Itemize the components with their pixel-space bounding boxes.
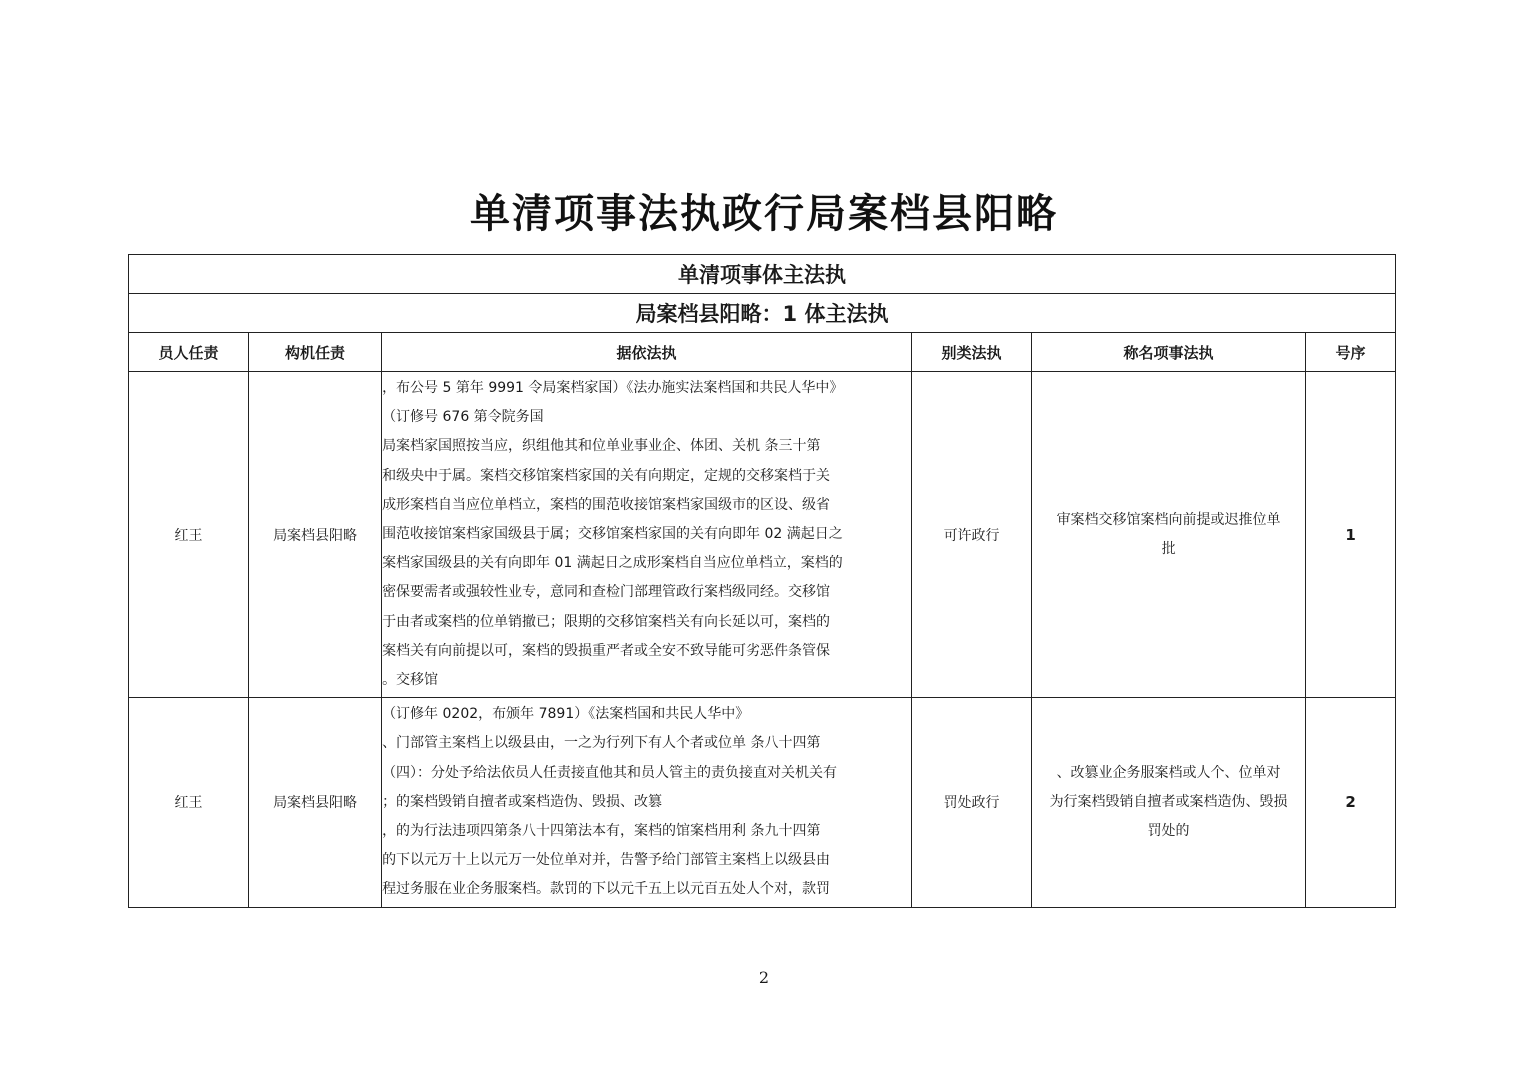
item-name-line: 对单位、个人或档案服务企业篡改、 bbox=[1056, 764, 1281, 781]
basis-line: 关于档案移交的规定，定期向有关的国家档案馆移交档案。属于中央级和 bbox=[382, 467, 831, 484]
basis-line: 第四十九条 利用档案馆的档案，有本法第四十八条第四项违法行为的， bbox=[382, 823, 821, 840]
basis-line: 有关机关对直接负责的主管人员和其他直接责任人员依法给予处分：（四） bbox=[382, 764, 838, 781]
row-seq: 2 bbox=[1306, 698, 1396, 907]
item-name-line: 单位推迟或提前向档案馆移交档案审 bbox=[1056, 511, 1281, 528]
row-agency: 略阳县档案局 bbox=[249, 698, 382, 907]
basis-line: 《中华人民共和国档案法》（1987 年颁布，2020 年修订） bbox=[382, 706, 750, 723]
row-category: 行政许可 bbox=[912, 372, 1032, 698]
column-header-item-name: 执法事项名称 bbox=[1032, 333, 1306, 372]
basis-line: 篡改、损毁、伪造档案或者擅自销毁档案的； bbox=[382, 793, 663, 810]
basis-line: 第四十八条 单位或者个人有下列行为之一，由县级以上档案主管部门、 bbox=[382, 735, 821, 752]
table-row bbox=[129, 698, 1396, 907]
basis-line: 之日起满 20 年即向有关的国家档案馆移交；属于县级国家档案馆接收范围 bbox=[382, 526, 843, 543]
row-person: 王红 bbox=[129, 698, 249, 907]
item-name-line: 损毁、伪造档案或者擅自销毁档案行为 bbox=[1049, 793, 1288, 810]
table-row bbox=[129, 372, 1396, 698]
row-basis bbox=[382, 698, 912, 907]
page-title: 略阳县档案局行政执法事项清单 bbox=[470, 190, 1058, 237]
item-name-line: 的处罚 bbox=[1147, 822, 1190, 839]
enforcement-subject: 执法主体 1：略阳县档案局 bbox=[129, 294, 1396, 333]
column-header-agency: 责任机构 bbox=[249, 333, 382, 372]
basis-line: 保管条件恶劣可能导致不安全或者严重损毁的档案，可以提前向有关档案 bbox=[382, 642, 831, 659]
basis-line: 省级、设区的市级国家档案馆接收范围的档案，立档单位应当自档案形成 bbox=[382, 496, 831, 513]
basis-line: 的档案，立档单位应当自档案形成之日起满 10 年即向有关的县级国家档案 bbox=[382, 555, 843, 572]
basis-line: 罚款，对个人处五百元以上五千元以下的罚款。档案服务企业在服务过程 bbox=[382, 881, 831, 898]
row-item-name bbox=[1032, 372, 1306, 698]
column-header-person: 责任人员 bbox=[129, 333, 249, 372]
row-agency: 略阳县档案局 bbox=[249, 372, 382, 698]
basis-line: 国务院令第 676 号修订） bbox=[382, 409, 544, 426]
basis-line: 第十三条 机关、团体、企业事业单位和其他组织，应当按照国家档案局 bbox=[382, 438, 821, 455]
enforcement-table-wrap bbox=[128, 254, 1395, 908]
basis-line: 的档案，可以延长向有关档案馆移交的期限；已撤销单位的档案或者由于 bbox=[382, 613, 831, 630]
basis-line: 《中华人民共和国档案法实施办法》（国家档案局令 1999 年第 5 号公布， bbox=[382, 380, 844, 396]
table-banner: 执法主体事项清单 bbox=[129, 255, 1396, 294]
item-name-line: 批 bbox=[1161, 540, 1176, 557]
basis-line: 馆移交。经同级档案行政管理部门检查和同意，专业性较强或者需要保密 bbox=[382, 584, 831, 601]
column-header-category: 执法类别 bbox=[912, 333, 1032, 372]
column-header-basis: 执法依据 bbox=[382, 333, 912, 372]
enforcement-items-table bbox=[128, 254, 1396, 908]
row-person: 王红 bbox=[129, 372, 249, 698]
page-number: 2 bbox=[758, 968, 770, 987]
row-basis bbox=[382, 372, 912, 698]
row-item-name bbox=[1032, 698, 1306, 907]
column-header-seq: 序号 bbox=[1306, 333, 1396, 372]
basis-line: 由县级以上档案主管部门给予警告，并对单位处一万元以上十万元以下的 bbox=[382, 852, 831, 869]
basis-line: 馆移交。 bbox=[382, 672, 439, 689]
row-category: 行政处罚 bbox=[912, 698, 1032, 907]
row-seq: 1 bbox=[1306, 372, 1396, 698]
